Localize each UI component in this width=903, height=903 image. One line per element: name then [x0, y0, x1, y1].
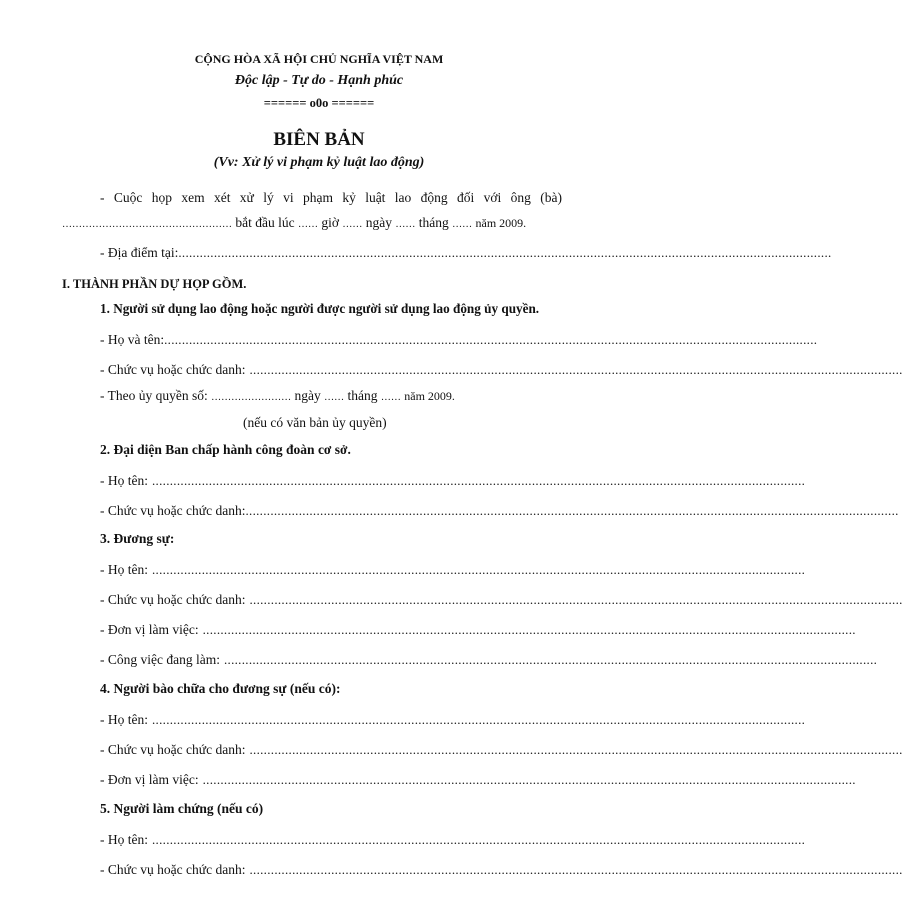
- document-subtitle: (Vv: Xử lý vi phạm kỷ luật lao động): [213, 155, 425, 170]
- party-3-job-field[interactable]: ........................................................................................................................................................................................: [223, 652, 878, 667]
- party-4-name-field[interactable]: ........................................................................................................................................................................................: [152, 712, 806, 727]
- party-1-auth-number-dots[interactable]: ……………………: [211, 392, 292, 403]
- party-1-auth-year-label: năm 2009.: [404, 389, 455, 403]
- party-1-auth-month-label: tháng: [347, 388, 378, 403]
- party-3-name-label: - Họ tên:: [100, 562, 148, 577]
- party-5-position-field[interactable]: ........................................................................................................................................................................................: [249, 862, 903, 877]
- nation-header: CỘNG HÒA XÃ HỘI CHỦ NGHĨA VIỆT NAM: [194, 52, 444, 66]
- party-2-name-label: - Họ tên:: [100, 473, 148, 488]
- location-row: [100, 244, 832, 262]
- party-4-position-row: [100, 741, 903, 759]
- party-2-heading: 2. Đại diện Ban chấp hành công đoàn cơ sở.: [100, 442, 351, 457]
- party-4-unit-field[interactable]: ........................................................................................................................................................................................: [202, 772, 856, 787]
- party-4-name-row: [100, 711, 806, 729]
- party-4-position-field[interactable]: ........................................................................................................................................................................................: [249, 742, 903, 757]
- party-2-name-row: [100, 472, 806, 490]
- party-3-job-label: - Công việc đang làm:: [100, 652, 220, 667]
- intro-day-dots[interactable]: ……: [395, 219, 416, 230]
- section-1-heading: I. THÀNH PHẦN DỰ HỌP GỒM.: [62, 277, 247, 291]
- party-2-position-label: - Chức vụ hoặc chức danh:: [100, 503, 246, 518]
- header-divider: ====== o0o ======: [263, 96, 375, 110]
- party-1-auth-day-dots[interactable]: ……: [324, 392, 345, 403]
- party-3-position-label: - Chức vụ hoặc chức danh:: [100, 592, 246, 607]
- party-3-job-row: [100, 651, 878, 669]
- intro-hour-dots[interactable]: ……: [297, 219, 318, 230]
- party-5-name-field[interactable]: ........................................................................................................................................................................................: [152, 832, 806, 847]
- location-field[interactable]: ........................................................................................................................................................................................: [178, 245, 832, 260]
- party-5-position-label: - Chức vụ hoặc chức danh:: [100, 862, 246, 877]
- motto: Độc lập - Tự do - Hạnh phúc: [234, 73, 404, 88]
- party-3-unit-row: [100, 621, 856, 639]
- party-5-name-label: - Họ tên:: [100, 832, 148, 847]
- party-2-position-field[interactable]: ........................................................................................................................................................................................: [245, 503, 899, 518]
- party-1-authorization-row: [100, 387, 455, 407]
- party-4-unit-row: [100, 771, 856, 789]
- party-3-position-row: [100, 591, 903, 609]
- party-1-name-label: - Họ và tên:: [100, 332, 165, 347]
- party-3-name-row: [100, 561, 806, 579]
- party-1-auth-day-label: ngày: [294, 388, 321, 403]
- intro-start-label: bắt đầu lúc: [235, 215, 295, 230]
- party-1-name-row: [100, 331, 818, 349]
- party-2-name-field[interactable]: ........................................................................................................................................................................................: [152, 473, 806, 488]
- party-4-name-label: - Họ tên:: [100, 712, 148, 727]
- party-3-name-field[interactable]: ........................................................................................................................................................................................: [152, 562, 806, 577]
- party-1-note: (nếu có văn bản ủy quyền): [243, 415, 387, 430]
- intro-month-label: tháng: [418, 215, 449, 230]
- party-1-position-row: [100, 361, 903, 379]
- party-2-position-row: [100, 502, 899, 520]
- party-3-heading: 3. Đương sự:: [100, 531, 175, 546]
- party-5-name-row: [100, 831, 806, 849]
- party-4-heading: 4. Người bào chữa cho đương sự (nếu có):: [100, 681, 341, 696]
- location-label: - Địa điểm tại:: [100, 245, 179, 260]
- party-5-heading: 5. Người làm chứng (nếu có): [100, 801, 264, 816]
- document-title: BIÊN BẢN: [273, 129, 365, 150]
- party-3-unit-label: - Đơn vị làm việc:: [100, 622, 199, 637]
- party-4-position-label: - Chức vụ hoặc chức danh:: [100, 742, 246, 757]
- intro-minute-dots[interactable]: ……: [342, 219, 363, 230]
- party-1-name-field[interactable]: ........................................................................................................................................................................................: [164, 332, 818, 347]
- intro-line-2: [62, 214, 526, 234]
- party-1-heading: 1. Người sử dụng lao động hoặc người được người sử dụng lao động ủy quyền.: [100, 301, 540, 316]
- party-1-position-field[interactable]: ........................................................................................................................................................................................: [249, 362, 903, 377]
- intro-line-1: - Cuộc họp xem xét xử lý vi phạm kỷ luật lao động đối với ông (bà): [100, 190, 562, 205]
- intro-hour-label: giờ: [321, 215, 339, 230]
- party-1-position-label: - Chức vụ hoặc chức danh:: [100, 362, 246, 377]
- party-1-auth-month-dots[interactable]: ……: [380, 392, 401, 403]
- intro-month-dots[interactable]: ……: [452, 219, 473, 230]
- intro-day-label: ngày: [365, 215, 392, 230]
- intro-person-dots[interactable]: ……………………………………………: [62, 219, 232, 230]
- intro-year-label: năm 2009.: [475, 216, 527, 230]
- party-4-unit-label: - Đơn vị làm việc:: [100, 772, 199, 787]
- party-5-position-row: [100, 861, 903, 879]
- party-3-unit-field[interactable]: ........................................................................................................................................................................................: [202, 622, 856, 637]
- party-3-position-field[interactable]: ........................................................................................................................................................................................: [249, 592, 903, 607]
- party-1-auth-label: - Theo ủy quyền số:: [100, 388, 208, 403]
